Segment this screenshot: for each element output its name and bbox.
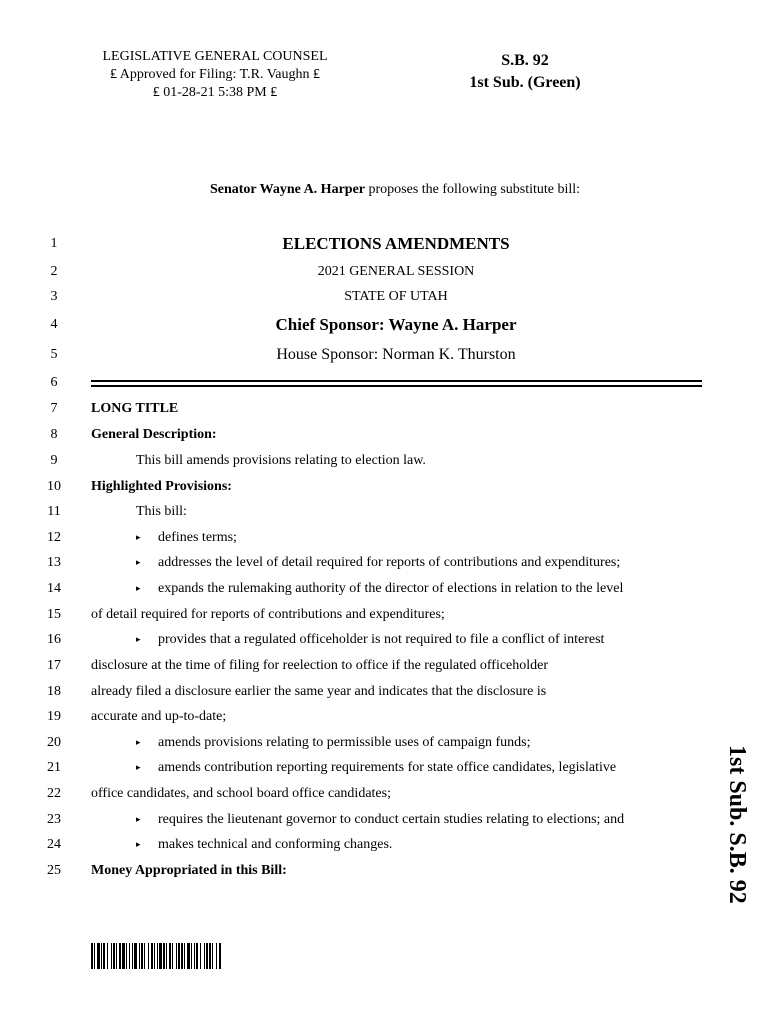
provision-text: defines terms; [158, 530, 237, 545]
title-divider-bottom [91, 385, 702, 387]
bullet-icon: ▸ [136, 762, 141, 772]
line-number: 8 [50, 427, 58, 442]
provision-continuation: of detail required for reports of contributions and expenditures; [91, 607, 445, 622]
line-number: 23 [47, 812, 61, 827]
bullet-icon: ▸ [136, 839, 141, 849]
bullet-icon: ▸ [136, 583, 141, 593]
this-bill-text: This bill: [136, 504, 187, 519]
line-number: 20 [47, 735, 61, 750]
provision-text: provides that a regulated officeholder is not required to file a conflict of interest [158, 632, 605, 647]
provision-item [136, 581, 623, 597]
provision-continuation: already filed a disclosure earlier the same year and indicates that the disclosure is [91, 684, 547, 699]
description-text: This bill amends provisions relating to election law. [136, 453, 426, 468]
bullet-icon: ▸ [136, 737, 141, 747]
provision-item [136, 760, 616, 776]
money-appropriated-heading: Money Appropriated in this Bill: [91, 863, 287, 878]
provision-text: amends provisions relating to permissible uses of campaign funds; [158, 735, 531, 750]
bill-title: ELECTIONS AMENDMENTS [282, 234, 510, 253]
line-number: 22 [47, 786, 61, 801]
provision-continuation: accurate and up-to-date; [91, 709, 227, 724]
chief-sponsor: Chief Sponsor: Wayne A. Harper [275, 315, 517, 334]
line-number: 1 [50, 236, 58, 251]
line-number: 19 [47, 709, 61, 724]
header-counsel-line: LEGISLATIVE GENERAL COUNSEL [102, 49, 328, 64]
line-number: 15 [47, 607, 61, 622]
intro-sponsor: Senator Wayne A. Harper [209, 182, 365, 197]
line-number: 10 [47, 479, 61, 494]
line-number: 5 [50, 347, 58, 362]
bullet-icon: ▸ [136, 557, 141, 567]
line-number: 12 [47, 530, 61, 545]
side-bill-label: 1st Sub. S.B. 92 [724, 745, 750, 904]
bill-number: S.B. 92 [501, 52, 549, 69]
bullet-icon: ▸ [136, 532, 141, 542]
provision-item [136, 837, 392, 853]
line-number: 16 [47, 632, 61, 647]
line-number: 14 [47, 581, 61, 596]
provision-item [136, 530, 237, 546]
line-number: 6 [50, 375, 58, 390]
header-approval-line: ₤ Approved for Filing: T.R. Vaughn ₤ [110, 67, 320, 82]
provision-text: expands the rulemaking authority of the director of elections in relation to the level [158, 581, 624, 596]
provision-item [136, 555, 620, 571]
line-number: 11 [47, 504, 61, 519]
provision-text: requires the lieutenant governor to conduct certain studies relating to elections; and [158, 812, 625, 827]
substitute-label: 1st Sub. (Green) [469, 74, 581, 91]
line-number: 4 [50, 317, 58, 332]
highlighted-provisions-heading: Highlighted Provisions: [91, 479, 232, 494]
bullet-icon: ▸ [136, 634, 141, 644]
header-bill-id [440, 50, 610, 94]
line-number: 18 [47, 684, 61, 699]
provision-text: amends contribution reporting requirements for state office candidates, legislative [158, 760, 617, 775]
line-number: 7 [50, 401, 58, 416]
intro-line [0, 182, 770, 198]
line-number: 13 [47, 555, 61, 570]
header-counsel-block [90, 48, 340, 102]
line-number: 17 [47, 658, 61, 673]
bill-state: STATE OF UTAH [344, 289, 448, 304]
line-number: 2 [50, 264, 58, 279]
title-divider-top [91, 380, 702, 382]
barcode-icon [91, 943, 284, 969]
line-number: 21 [47, 760, 61, 775]
provision-text: makes technical and conforming changes. [158, 837, 393, 852]
intro-rest: proposes the following substitute bill: [365, 182, 581, 197]
long-title-heading: LONG TITLE [91, 401, 179, 416]
header-date-line: ₤ 01-28-21 5:38 PM ₤ [152, 85, 278, 100]
bill-session: 2021 GENERAL SESSION [317, 264, 475, 279]
line-number: 3 [50, 289, 58, 304]
provision-continuation: office candidates, and school board office candidates; [91, 786, 391, 801]
provision-item [136, 735, 531, 751]
provision-item [136, 632, 604, 648]
line-number: 9 [50, 453, 58, 468]
general-description-heading: General Description: [91, 427, 217, 442]
provision-item [136, 812, 624, 828]
bullet-icon: ▸ [136, 814, 141, 824]
provision-continuation: disclosure at the time of filing for reelection to office if the regulated officeholder [91, 658, 549, 673]
line-number: 25 [47, 863, 61, 878]
house-sponsor: House Sponsor: Norman K. Thurston [276, 346, 516, 363]
provision-text: addresses the level of detail required for reports of contributions and expenditures; [158, 555, 621, 570]
line-number: 24 [47, 837, 61, 852]
